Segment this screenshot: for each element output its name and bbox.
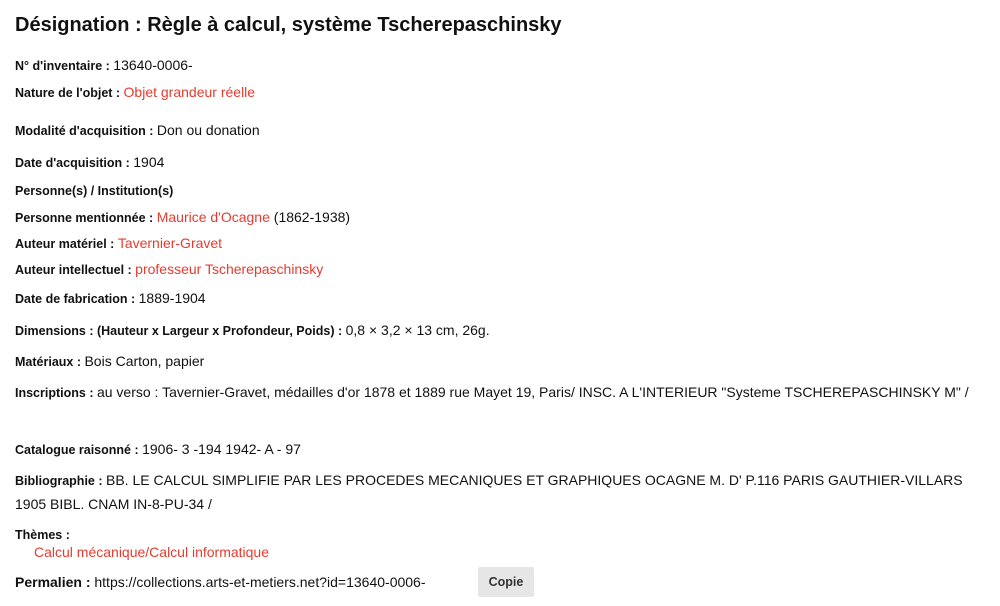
auteur-materiel-label: Auteur matériel :	[15, 237, 118, 251]
page-title	[15, 14, 562, 37]
permalien-url: https://collections.arts-et-metiers.net?id=13640-0006-	[94, 574, 426, 590]
catalogue-row	[15, 439, 301, 460]
dimensions-label: Dimensions : (Hauteur x Largeur x Profondeur, Poids) :	[15, 324, 346, 338]
personne-mentionnee-label: Personne mentionnée :	[15, 211, 157, 225]
date-acquisition-label: Date d'acquisition :	[15, 156, 134, 170]
date-acquisition-row	[15, 152, 164, 173]
permalien-row	[15, 572, 426, 592]
nature-row	[15, 82, 255, 103]
auteur-materiel-link[interactable]: Tavernier-Gravet	[117, 235, 223, 251]
date-fabrication-label: Date de fabrication :	[15, 292, 139, 306]
inscriptions-label: Inscriptions :	[15, 386, 97, 400]
materiaux-value: Bois Carton, papier	[84, 353, 205, 369]
catalogue-value: 1906- 3 -194 1942- A - 97	[142, 441, 301, 457]
auteur-materiel-row	[15, 233, 222, 254]
inventaire-value: 13640-0006-	[113, 57, 193, 73]
date-fabrication-value: 1889-1904	[138, 290, 206, 306]
inscriptions-value: au verso : Tavernier-Gravet, médailles d'or 1878 et 1889 rue Mayet 19, Paris/ INSC. A L'INTERIEUR "Systeme TSCHEREPASCHINSKY M" /	[96, 384, 969, 400]
nature-link[interactable]: Objet grandeur réelle	[123, 84, 256, 100]
bibliographie-label: Bibliographie :	[15, 474, 106, 488]
modalite-label: Modalité d'acquisition :	[15, 124, 157, 138]
designation-value: Règle à calcul, système Tscherepaschinsky	[147, 14, 562, 36]
date-acquisition-value: 1904	[133, 154, 165, 170]
auteur-intellectuel-link[interactable]: professeur Tscherepaschinsky	[135, 261, 324, 277]
inventaire-row	[15, 55, 193, 76]
themes-item	[34, 542, 269, 562]
inscriptions-row	[15, 381, 990, 405]
personne-mentionnee-row	[15, 207, 350, 228]
dimensions-value: 0,8 × 3,2 × 13 cm, 26g.	[345, 322, 490, 338]
materiaux-label: Matériaux :	[15, 355, 85, 369]
personne-mentionnee-dates: (1862-1938)	[269, 209, 351, 225]
personnes-label: Personne(s) / Institution(s)	[15, 184, 174, 198]
inventaire-label: N° d'inventaire :	[15, 59, 114, 73]
designation-label: Désignation :	[15, 14, 148, 36]
catalogue-label: Catalogue raisonné :	[15, 443, 143, 457]
personne-mentionnee-link[interactable]: Maurice d'Ocagne	[156, 209, 270, 225]
dimensions-row	[15, 320, 490, 341]
themes-label: Thèmes :	[15, 528, 70, 542]
auteur-intellectuel-row	[15, 259, 323, 280]
theme-link[interactable]: Calcul mécanique/Calcul informatique	[34, 544, 270, 560]
nature-label: Nature de l'objet :	[15, 86, 124, 100]
date-fabrication-row	[15, 288, 206, 309]
materiaux-row	[15, 351, 204, 372]
bibliographie-row	[15, 469, 990, 516]
permalien-label: Permalien :	[15, 574, 95, 590]
modalite-value: Don ou donation	[156, 122, 260, 138]
copy-button[interactable]: Copie	[478, 567, 534, 597]
modalite-row	[15, 120, 260, 141]
personnes-row	[15, 180, 173, 201]
bibliographie-value: BB. LE CALCUL SIMPLIFIE PAR LES PROCEDES MECANIQUES ET GRAPHIQUES OCAGNE M. D' P.116 PARIS GAUTHIER-VILLARS 1905 BIBL. CNAM IN-8-PU-34 /	[15, 472, 963, 512]
auteur-intellectuel-label: Auteur intellectuel :	[15, 263, 136, 277]
